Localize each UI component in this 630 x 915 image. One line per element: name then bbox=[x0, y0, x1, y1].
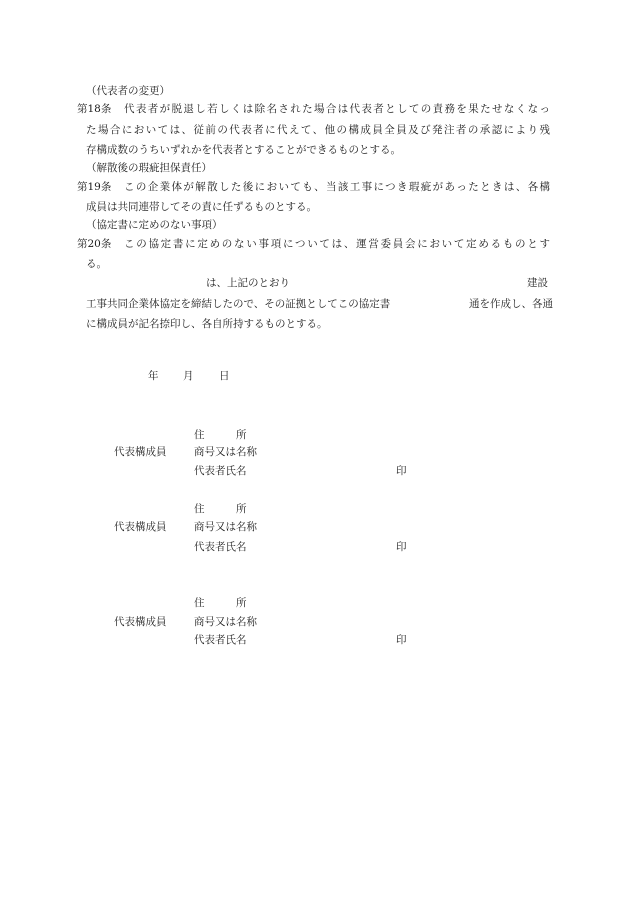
signature-address-label: 住 所 bbox=[194, 597, 247, 609]
article-text-line: 成員は共同連帯してその責に任ずるものとする。 bbox=[86, 201, 317, 213]
article-text-line: この企業体が解散した後においても、当該工事につき瑕疵があったときは、各構 bbox=[124, 181, 550, 193]
date-month: 月 bbox=[183, 370, 194, 382]
article-heading: （協定書に定めのない事項） bbox=[86, 219, 223, 231]
signature-role: 代表構成員 bbox=[114, 446, 167, 458]
closing-text: 建設 bbox=[527, 277, 548, 289]
article-heading: （代表者の変更） bbox=[86, 85, 170, 97]
signature-role: 代表構成員 bbox=[114, 521, 167, 533]
seal-mark: 印 bbox=[396, 541, 407, 553]
closing-text: 工事共同企業体協定を締結したので、その証拠としてこの協定書 bbox=[86, 298, 391, 310]
closing-text: は、上記のとおり bbox=[206, 277, 290, 289]
signature-address-label: 住 所 bbox=[194, 429, 247, 441]
signature-company-label: 商号又は名称 bbox=[194, 521, 257, 533]
date-day: 日 bbox=[219, 370, 230, 382]
article-number: 第19条 bbox=[77, 181, 112, 193]
article-text-line: た場合においては、従前の代表者に代えて、他の構成員全員及び発注者の承認により残 bbox=[86, 124, 550, 136]
article-heading: （解散後の瑕疵担保責任） bbox=[86, 162, 212, 174]
closing-text: に構成員が記名捺印し、各自所持するものとする。 bbox=[86, 318, 328, 330]
signature-address-label: 住 所 bbox=[194, 503, 247, 515]
signature-company-label: 商号又は名称 bbox=[194, 446, 257, 458]
article-text-line: 代表者が脱退し若しくは除名された場合は代表者としての責務を果たせなくなっ bbox=[124, 103, 550, 115]
signature-rep-label: 代表者氏名 bbox=[194, 634, 247, 646]
signature-company-label: 商号又は名称 bbox=[194, 616, 257, 628]
article-number: 第18条 bbox=[77, 103, 112, 115]
date-year: 年 bbox=[148, 370, 159, 382]
article-number: 第20条 bbox=[77, 238, 112, 250]
closing-text: 通を作成し、各通 bbox=[469, 298, 553, 310]
article-text-line: この協定書に定めのない事項については、運営委員会において定めるものとす bbox=[124, 238, 550, 250]
article-text-line: 存構成数のうちいずれかを代表者とすることができるものとする。 bbox=[86, 144, 401, 156]
signature-rep-label: 代表者氏名 bbox=[194, 541, 247, 553]
signature-role: 代表構成員 bbox=[114, 616, 167, 628]
signature-rep-label: 代表者氏名 bbox=[194, 465, 247, 477]
seal-mark: 印 bbox=[396, 634, 407, 646]
seal-mark: 印 bbox=[396, 465, 407, 477]
article-text-line: る。 bbox=[86, 258, 107, 270]
